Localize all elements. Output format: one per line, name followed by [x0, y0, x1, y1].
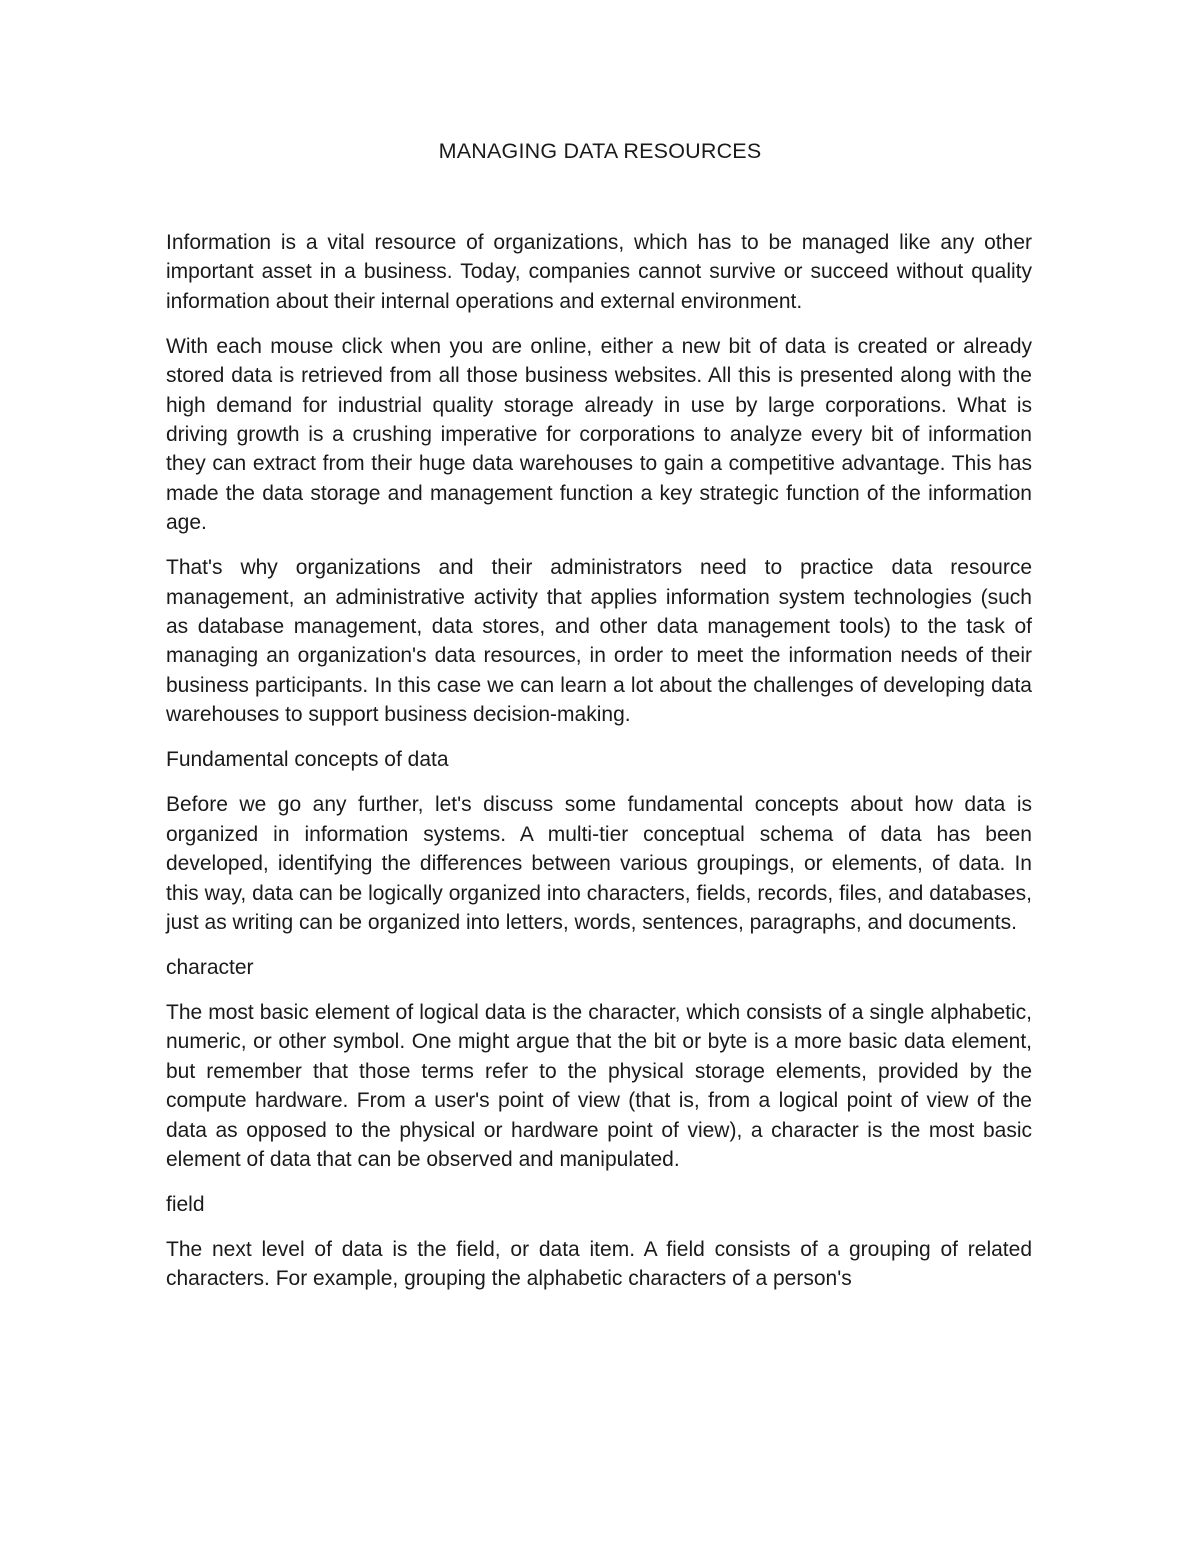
heading-character: character [166, 955, 254, 979]
paragraph-online-data: With each mouse click when you are online, either a new bit of data is created or already stored data is retrieved from all those business websites. All this is presented along with the high demand for industrial quality storage already in use by large corporations. What is driving growth is a crushing imperative for corporations to analyze every bit of information they can extract from their huge data warehouses to gain a competitive advantage. This has made the data storage and management function a key strategic function of the information age. [166, 334, 1032, 535]
paragraph-field: The next level of data is the field, or data item. A field consists of a grouping of related characters. For example, grouping the alphabetic characters of a person's [166, 1237, 1032, 1291]
paragraph-data-resource-management: That's why organizations and their administrators need to practice data resource management, an administrative activity that applies information system technologies (such as database management, data stores, and other data management tools) to the task of managing an organization's data resources, in order to meet the information needs of their business participants. In this case we can learn a lot about the challenges of developing data warehouses to support business decision-making. [166, 556, 1032, 727]
paragraph-intro: Information is a vital resource of organizations, which has to be managed like any other important asset in a business. Today, companies cannot survive or succeed without quality information about their internal operations and external environment. [166, 231, 1032, 313]
paragraph-character: The most basic element of logical data is the character, which consists of a single alphabetic, numeric, or other symbol. One might argue that the bit or byte is a more basic data element, but remember that those terms refer to the physical storage elements, provided by the compute hardware. From a user's point of view (that is, from a logical point of view of the data as opposed to the physical or hardware point of view), a character is the most basic element of data that can be observed and manipulated. [166, 1000, 1032, 1171]
document-title: MANAGING DATA RESOURCES [438, 139, 762, 163]
document-body [166, 228, 1032, 1309]
paragraph-fundamental-concepts: Before we go any further, let's discuss some fundamental concepts about how data is organized in information systems. A multi-tier conceptual schema of data has been developed, identifying the differences between various groupings, or elements, of data. In this way, data can be logically organized into characters, fields, records, files, and databases, just as writing can be organized into letters, words, sentences, paragraphs, and documents. [166, 793, 1032, 934]
heading-field: field [166, 1192, 205, 1216]
heading-fundamental-concepts: Fundamental concepts of data [166, 748, 449, 772]
